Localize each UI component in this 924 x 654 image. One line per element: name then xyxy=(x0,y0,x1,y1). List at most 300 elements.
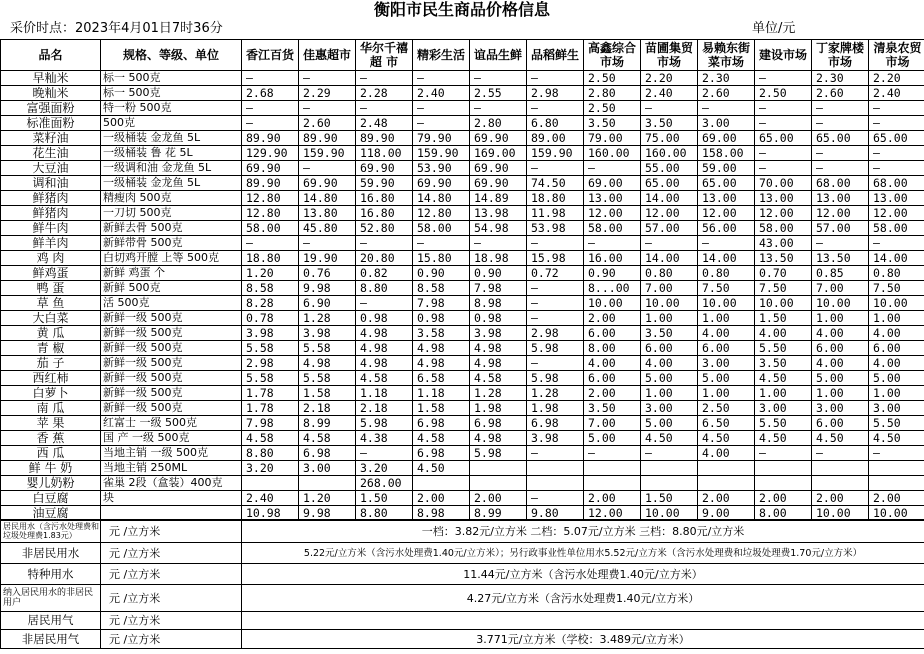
utility-price: 4.27元/立方米（含污水处理费1.40元/立方米） xyxy=(242,585,924,612)
price-cell: 69.90 xyxy=(299,176,356,191)
price-cell: 59.00 xyxy=(698,161,755,176)
product-spec: 精瘦肉 500克 xyxy=(101,191,242,206)
price-cell: — xyxy=(299,236,356,251)
price-cell: 54.98 xyxy=(470,221,527,236)
table-row xyxy=(1,71,924,86)
utility-name: 纳入居民用水的非居民用户 xyxy=(1,585,101,612)
price-cell: — xyxy=(470,236,527,251)
price-cell: — xyxy=(299,101,356,116)
price-cell xyxy=(299,476,356,491)
table-row xyxy=(1,371,924,386)
price-cell: 160.00 xyxy=(641,146,698,161)
price-cell: 10.00 xyxy=(641,296,698,311)
price-cell: 4.38 xyxy=(356,431,413,446)
price-cell: 10.00 xyxy=(869,296,924,311)
utility-row xyxy=(1,585,924,612)
product-name: 香 蕉 xyxy=(1,431,101,446)
table-row xyxy=(1,296,924,311)
price-cell: 3.58 xyxy=(413,326,470,341)
price-cell: 89.90 xyxy=(242,131,299,146)
price-cell: — xyxy=(413,116,470,131)
price-cell: 2.30 xyxy=(698,71,755,86)
price-cell: 4.58 xyxy=(356,371,413,386)
table-row xyxy=(1,86,924,101)
price-cell: 4.98 xyxy=(470,341,527,356)
price-cell: — xyxy=(584,446,641,461)
price-cell: 13.98 xyxy=(470,206,527,221)
price-cell: 10.00 xyxy=(584,296,641,311)
price-cell: 69.90 xyxy=(242,161,299,176)
price-cell: 65.00 xyxy=(641,176,698,191)
price-cell: — xyxy=(755,101,812,116)
price-cell: 4.58 xyxy=(470,371,527,386)
price-cell: 9.98 xyxy=(299,281,356,296)
price-cell xyxy=(641,461,698,476)
price-cell xyxy=(413,476,470,491)
product-name: 油豆腐 xyxy=(1,506,101,521)
price-cell: 1.28 xyxy=(299,311,356,326)
product-spec: 新鲜带骨 500克 xyxy=(101,236,242,251)
price-cell: 53.98 xyxy=(527,221,584,236)
utility-name: 特种用水 xyxy=(1,564,101,585)
product-spec: 当地主销 一级 500克 xyxy=(101,446,242,461)
price-cell: 14.89 xyxy=(470,191,527,206)
price-cell: 6.98 xyxy=(527,416,584,431)
price-cell: 58.00 xyxy=(413,221,470,236)
price-cell: — xyxy=(641,446,698,461)
product-name: 鲜猪肉 xyxy=(1,206,101,221)
price-cell: 65.00 xyxy=(812,131,869,146)
price-cell xyxy=(812,461,869,476)
price-cell: — xyxy=(527,161,584,176)
price-cell xyxy=(641,476,698,491)
price-cell: 5.58 xyxy=(299,341,356,356)
utility-unit: 元 /立方米 xyxy=(101,520,242,543)
price-cell: 3.00 xyxy=(698,356,755,371)
product-spec: 新鲜一级 500克 xyxy=(101,341,242,356)
price-cell: — xyxy=(242,71,299,86)
product-name: 苹 果 xyxy=(1,416,101,431)
price-cell: 2.60 xyxy=(812,86,869,101)
price-cell: 4.00 xyxy=(812,326,869,341)
product-name: 鸭 蛋 xyxy=(1,281,101,296)
price-cell: 16.80 xyxy=(356,191,413,206)
product-name: 菜籽油 xyxy=(1,131,101,146)
page-title: 衡阳市民生商品价格信息 xyxy=(373,0,550,19)
price-cell: 13.00 xyxy=(584,191,641,206)
price-cell: 1.00 xyxy=(641,311,698,326)
product-name: 富强面粉 xyxy=(1,101,101,116)
price-cell: — xyxy=(527,71,584,86)
price-cell: 3.00 xyxy=(698,116,755,131)
price-cell: 69.90 xyxy=(470,161,527,176)
price-cell: 1.20 xyxy=(299,491,356,506)
price-cell: 6.00 xyxy=(698,341,755,356)
price-cell: 12.00 xyxy=(869,206,924,221)
column-header: 丁家牌楼市场 xyxy=(812,40,869,71)
price-cell: 13.50 xyxy=(755,251,812,266)
price-cell: 1.78 xyxy=(242,401,299,416)
price-cell: — xyxy=(527,236,584,251)
price-cell: 79.90 xyxy=(413,131,470,146)
price-cell: 5.50 xyxy=(755,341,812,356)
price-cell: 12.80 xyxy=(413,206,470,221)
price-cell: 4.98 xyxy=(356,356,413,371)
price-cell: 2.30 xyxy=(812,71,869,86)
utility-row xyxy=(1,543,924,564)
price-cell: 79.00 xyxy=(584,131,641,146)
price-cell: 5.98 xyxy=(470,446,527,461)
price-cell: 4.50 xyxy=(413,461,470,476)
column-header: 谊品生鲜 xyxy=(470,40,527,71)
price-cell: 56.00 xyxy=(698,221,755,236)
price-cell: 0.70 xyxy=(755,266,812,281)
price-cell: 8.58 xyxy=(242,281,299,296)
product-name: 鲜鸡蛋 xyxy=(1,266,101,281)
price-cell: 74.50 xyxy=(527,176,584,191)
price-cell xyxy=(527,461,584,476)
price-cell: 69.00 xyxy=(698,131,755,146)
price-cell: 4.98 xyxy=(413,341,470,356)
product-spec: 一级桶装 金龙鱼 5L xyxy=(101,176,242,191)
price-cell: 3.98 xyxy=(299,326,356,341)
price-cell: 4.00 xyxy=(698,326,755,341)
product-spec: 新鲜一级 500克 xyxy=(101,311,242,326)
price-cell: 8.99 xyxy=(470,506,527,521)
price-cell: — xyxy=(869,146,924,161)
price-cell: 57.00 xyxy=(641,221,698,236)
price-cell: 2.48 xyxy=(356,116,413,131)
product-spec: 块 xyxy=(101,491,242,506)
price-cell: 6.98 xyxy=(470,416,527,431)
price-cell: 69.90 xyxy=(470,176,527,191)
price-cell: 1.00 xyxy=(869,311,924,326)
price-cell: 65.00 xyxy=(698,176,755,191)
utility-unit: 元 /立方米 xyxy=(101,543,242,564)
price-cell: 13.00 xyxy=(698,191,755,206)
utility-unit: 元 /立方米 xyxy=(101,630,242,649)
price-cell: — xyxy=(869,236,924,251)
column-header: 精彩生活 xyxy=(413,40,470,71)
price-cell: 8...00 xyxy=(584,281,641,296)
price-cell: 268.00 xyxy=(356,476,413,491)
price-cell: 89.90 xyxy=(356,131,413,146)
price-cell: — xyxy=(698,236,755,251)
price-cell: 6.90 xyxy=(299,296,356,311)
table-row xyxy=(1,341,924,356)
price-cell: 1.18 xyxy=(356,386,413,401)
price-cell: 3.98 xyxy=(470,326,527,341)
price-cell: 0.76 xyxy=(299,266,356,281)
price-cell: 59.90 xyxy=(356,176,413,191)
price-cell: 7.98 xyxy=(470,281,527,296)
price-cell: 8.99 xyxy=(299,416,356,431)
price-cell: 70.00 xyxy=(755,176,812,191)
price-cell: 58.00 xyxy=(584,221,641,236)
price-cell: 20.80 xyxy=(356,251,413,266)
price-cell: 4.50 xyxy=(812,431,869,446)
price-cell: 4.50 xyxy=(755,431,812,446)
price-cell: 2.40 xyxy=(413,86,470,101)
price-cell: — xyxy=(356,296,413,311)
table-row xyxy=(1,176,924,191)
price-table xyxy=(0,39,924,521)
price-cell: 1.00 xyxy=(698,386,755,401)
price-cell: 2.00 xyxy=(584,386,641,401)
price-cell: 1.28 xyxy=(527,386,584,401)
price-cell: 4.98 xyxy=(470,431,527,446)
price-cell: 5.50 xyxy=(755,416,812,431)
price-cell: 1.00 xyxy=(812,386,869,401)
price-cell: — xyxy=(755,71,812,86)
price-cell: 1.78 xyxy=(242,386,299,401)
price-cell: 5.98 xyxy=(527,341,584,356)
utility-price: 11.44元/立方米（含污水处理费1.40元/立方米） xyxy=(242,564,924,585)
price-cell: 13.50 xyxy=(812,251,869,266)
price-cell: 2.20 xyxy=(641,71,698,86)
price-cell: 2.00 xyxy=(755,491,812,506)
table-row xyxy=(1,101,924,116)
price-cell: 65.00 xyxy=(869,131,924,146)
price-cell: 1.58 xyxy=(413,401,470,416)
product-name: 茄 子 xyxy=(1,356,101,371)
price-cell: 11.98 xyxy=(527,206,584,221)
price-cell: 7.50 xyxy=(755,281,812,296)
price-cell: — xyxy=(812,101,869,116)
price-cell: 4.00 xyxy=(869,356,924,371)
table-row xyxy=(1,116,924,131)
table-row xyxy=(1,476,924,491)
price-cell: — xyxy=(527,101,584,116)
product-spec: 标一 500克 xyxy=(101,71,242,86)
product-spec: 白切鸡开膛 上等 500克 xyxy=(101,251,242,266)
price-cell: 0.85 xyxy=(812,266,869,281)
price-cell: — xyxy=(812,236,869,251)
price-cell: 7.98 xyxy=(413,296,470,311)
price-cell: 18.98 xyxy=(470,251,527,266)
price-cell: 9.00 xyxy=(698,506,755,521)
price-cell: 5.58 xyxy=(242,371,299,386)
price-cell: 2.50 xyxy=(755,86,812,101)
price-cell: 4.50 xyxy=(698,431,755,446)
price-cell: 2.00 xyxy=(470,491,527,506)
table-row xyxy=(1,326,924,341)
price-cell: 14.00 xyxy=(869,251,924,266)
price-cell: — xyxy=(299,161,356,176)
price-cell: 2.00 xyxy=(869,491,924,506)
price-cell: 159.90 xyxy=(413,146,470,161)
price-cell xyxy=(470,476,527,491)
product-name: 婴儿奶粉 xyxy=(1,476,101,491)
product-spec: 新鲜去骨 500克 xyxy=(101,221,242,236)
price-cell xyxy=(812,476,869,491)
price-cell xyxy=(527,476,584,491)
price-cell: 4.50 xyxy=(755,371,812,386)
price-cell: 6.50 xyxy=(698,416,755,431)
price-cell: 2.00 xyxy=(584,311,641,326)
price-cell: 8.00 xyxy=(584,341,641,356)
price-cell: — xyxy=(413,71,470,86)
price-cell: 5.00 xyxy=(812,371,869,386)
table-row xyxy=(1,446,924,461)
product-spec: 活 500克 xyxy=(101,296,242,311)
price-cell: 43.00 xyxy=(755,236,812,251)
price-cell: — xyxy=(527,311,584,326)
price-cell: — xyxy=(242,101,299,116)
price-cell: 2.29 xyxy=(299,86,356,101)
price-cell: 5.00 xyxy=(641,416,698,431)
price-cell: 3.00 xyxy=(812,401,869,416)
price-cell: 1.50 xyxy=(641,491,698,506)
table-row xyxy=(1,221,924,236)
price-cell: 3.00 xyxy=(641,401,698,416)
price-cell: 159.90 xyxy=(299,146,356,161)
price-cell: 6.58 xyxy=(413,371,470,386)
price-cell: 6.98 xyxy=(299,446,356,461)
utility-unit: 元 /立方米 xyxy=(101,564,242,585)
price-cell: 58.00 xyxy=(755,221,812,236)
price-cell: 129.90 xyxy=(242,146,299,161)
price-cell: — xyxy=(755,146,812,161)
price-cell: 8.80 xyxy=(356,506,413,521)
product-name: 白萝卜 xyxy=(1,386,101,401)
product-name: 大白菜 xyxy=(1,311,101,326)
product-name: 鲜羊肉 xyxy=(1,236,101,251)
price-cell: 4.00 xyxy=(755,326,812,341)
price-cell: 19.90 xyxy=(299,251,356,266)
price-cell: 12.80 xyxy=(242,206,299,221)
product-name: 鸡 肉 xyxy=(1,251,101,266)
table-row xyxy=(1,131,924,146)
price-cell xyxy=(584,461,641,476)
price-cell xyxy=(755,461,812,476)
price-cell: 3.98 xyxy=(527,431,584,446)
price-cell: 75.00 xyxy=(641,131,698,146)
column-header: 清泉农贸市场 xyxy=(869,40,924,71)
utility-price: 3.771元/立方米（学校：3.489元/立方米） xyxy=(242,630,924,649)
table-row xyxy=(1,491,924,506)
price-cell: 3.20 xyxy=(242,461,299,476)
price-cell: 14.80 xyxy=(413,191,470,206)
table-row xyxy=(1,206,924,221)
price-cell: — xyxy=(584,236,641,251)
price-cell: — xyxy=(356,71,413,86)
price-cell: 0.80 xyxy=(698,266,755,281)
price-cell: 45.80 xyxy=(299,221,356,236)
price-cell: 159.90 xyxy=(527,146,584,161)
price-cell: 1.28 xyxy=(470,386,527,401)
price-cell: 2.55 xyxy=(470,86,527,101)
price-cell: — xyxy=(812,161,869,176)
price-cell: 10.00 xyxy=(812,296,869,311)
utility-price xyxy=(242,612,924,630)
table-row xyxy=(1,191,924,206)
price-cell: 9.98 xyxy=(299,506,356,521)
price-cell: 5.00 xyxy=(584,431,641,446)
price-cell: 9.80 xyxy=(527,506,584,521)
product-name: 鲜猪肉 xyxy=(1,191,101,206)
price-cell: 2.00 xyxy=(698,491,755,506)
price-cell: 5.00 xyxy=(698,371,755,386)
price-cell: 89.00 xyxy=(527,131,584,146)
column-header: 品名 xyxy=(1,40,101,71)
price-cell: 3.50 xyxy=(641,326,698,341)
price-cell: 65.00 xyxy=(755,131,812,146)
price-cell: 12.00 xyxy=(584,206,641,221)
utility-price: 一档：3.82元/立方米 二档：5.07元/立方米 三档：8.80元/立方米 xyxy=(242,520,924,543)
price-cell: 7.50 xyxy=(698,281,755,296)
price-cell: 1.58 xyxy=(299,386,356,401)
price-cell: 3.50 xyxy=(584,116,641,131)
price-cell: 8.28 xyxy=(242,296,299,311)
price-cell: 4.98 xyxy=(413,356,470,371)
price-cell: 118.00 xyxy=(356,146,413,161)
product-spec: 新鲜 鸡蛋 个 xyxy=(101,266,242,281)
price-cell: 2.00 xyxy=(584,491,641,506)
product-spec: 当地主销 250ML xyxy=(101,461,242,476)
price-cell: 6.00 xyxy=(869,341,924,356)
price-cell: 2.20 xyxy=(869,71,924,86)
price-cell: 4.50 xyxy=(641,431,698,446)
price-cell: 13.00 xyxy=(869,191,924,206)
price-cell: 169.00 xyxy=(470,146,527,161)
product-spec: 一级桶装 金龙鱼 5L xyxy=(101,131,242,146)
price-cell: 13.00 xyxy=(812,191,869,206)
utility-unit: 元 /立方米 xyxy=(101,612,242,630)
price-cell: 2.98 xyxy=(242,356,299,371)
price-cell: 5.50 xyxy=(869,416,924,431)
price-cell: — xyxy=(242,236,299,251)
price-cell: 14.00 xyxy=(698,251,755,266)
table-row xyxy=(1,236,924,251)
price-cell: 7.00 xyxy=(812,281,869,296)
price-cell: 14.80 xyxy=(299,191,356,206)
price-cell xyxy=(698,476,755,491)
price-cell: 1.00 xyxy=(812,311,869,326)
utility-unit: 元 /立方米 xyxy=(101,585,242,612)
price-cell: 15.98 xyxy=(527,251,584,266)
price-cell: 3.50 xyxy=(641,116,698,131)
price-cell: 2.50 xyxy=(584,71,641,86)
price-cell: 2.18 xyxy=(356,401,413,416)
price-cell: 3.50 xyxy=(584,401,641,416)
price-cell: 5.98 xyxy=(356,416,413,431)
price-cell: 57.00 xyxy=(812,221,869,236)
price-cell: — xyxy=(527,446,584,461)
price-cell: 0.78 xyxy=(242,311,299,326)
price-cell: — xyxy=(869,446,924,461)
utility-price: 5.22元/立方米（含污水处理费1.40元/立方米）；另行政事业性单位用水5.52元/立方米（含污水处理费和垃圾处理费1.70元/立方米） xyxy=(242,543,924,564)
product-name: 草 鱼 xyxy=(1,296,101,311)
price-cell: — xyxy=(527,491,584,506)
column-header: 佳惠超市 xyxy=(299,40,356,71)
price-cell xyxy=(698,461,755,476)
table-row xyxy=(1,266,924,281)
utility-row xyxy=(1,520,924,543)
price-cell: 6.80 xyxy=(527,116,584,131)
price-cell xyxy=(470,461,527,476)
product-name: 鲜牛肉 xyxy=(1,221,101,236)
price-cell: 4.58 xyxy=(413,431,470,446)
price-cell xyxy=(584,476,641,491)
price-cell: 52.80 xyxy=(356,221,413,236)
price-cell: 2.80 xyxy=(584,86,641,101)
utility-name: 非居民用气 xyxy=(1,630,101,649)
product-spec: 新鲜一级 500克 xyxy=(101,326,242,341)
product-name: 西红柿 xyxy=(1,371,101,386)
product-spec: 标一 500克 xyxy=(101,86,242,101)
price-cell: 4.00 xyxy=(698,446,755,461)
